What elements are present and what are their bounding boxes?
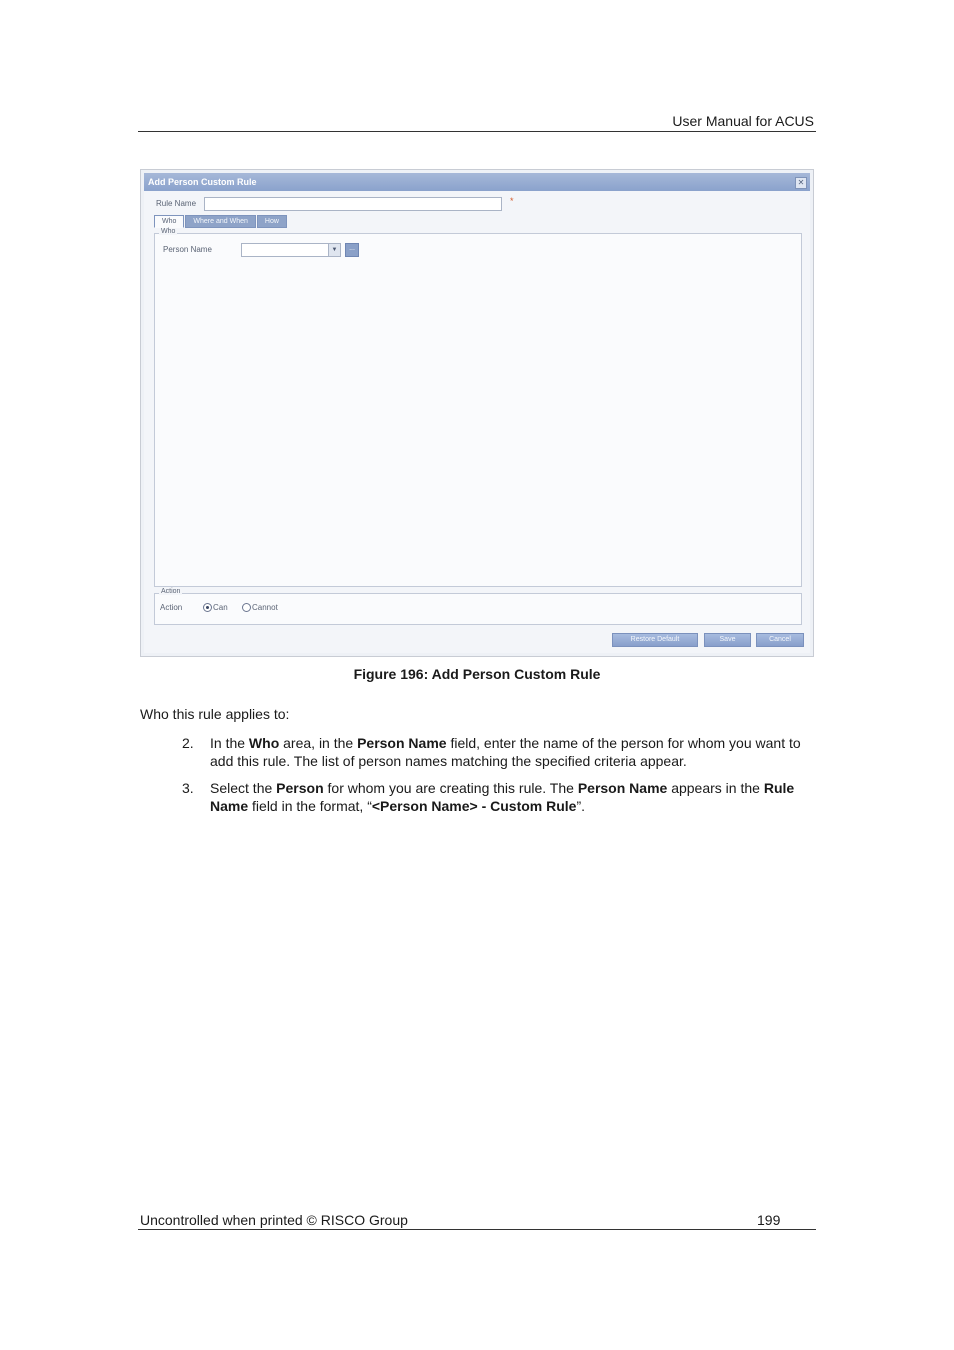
action-label: Action (160, 603, 183, 612)
page-number: 199 (757, 1212, 781, 1228)
tab-where-and-when[interactable]: Where and When (185, 215, 255, 228)
figure-caption: Figure 196: Add Person Custom Rule (353, 666, 601, 682)
header-title: User Manual for ACUS (672, 113, 814, 129)
intro-paragraph: Who this rule applies to: (140, 706, 290, 722)
step-text: In the Who area, in the Person Name field, enter the name of the person for whom you want to add this rule. The list of person names matching the specified criteria appear. (210, 735, 801, 769)
radio-can-label: Can (213, 603, 228, 612)
browse-person-button[interactable]: ... (345, 243, 359, 257)
radio-cannot-label: Cannot (252, 603, 278, 612)
tab-who[interactable]: Who (154, 215, 184, 228)
who-panel (154, 228, 802, 587)
chevron-down-icon[interactable]: ▼ (328, 244, 340, 256)
step-text: Select the Person for whom you are creating this rule. The Person Name appears in the Rule Name field in the format, “<Person Name> - Custom Rule”. (210, 780, 795, 814)
tab-bar (154, 215, 288, 228)
dialog-body (144, 191, 810, 653)
radio-can-icon[interactable] (203, 603, 212, 612)
action-panel (154, 588, 802, 625)
tab-how[interactable]: How (257, 215, 287, 228)
rule-name-input[interactable] (204, 197, 502, 211)
required-marker: * (510, 196, 514, 206)
step-number: 2. (182, 735, 194, 751)
header-divider (138, 131, 816, 132)
person-name-label: Person Name (163, 245, 212, 254)
footer-divider (138, 1229, 816, 1230)
action-legend: Action (161, 588, 181, 595)
cancel-button[interactable]: Cancel (756, 633, 804, 647)
dialog-screenshot (140, 169, 814, 657)
save-button[interactable]: Save (704, 633, 751, 647)
step-number: 3. (182, 780, 194, 796)
dialog-title: Add Person Custom Rule (148, 177, 257, 187)
radio-cannot-icon[interactable] (242, 603, 251, 612)
close-icon[interactable]: ✕ (795, 177, 807, 189)
rule-name-label: Rule Name (156, 199, 197, 208)
dialog-titlebar (144, 173, 810, 191)
who-legend: Who (161, 228, 176, 235)
footer-copyright: Uncontrolled when printed © RISCO Group (140, 1212, 408, 1228)
person-name-combo[interactable] (241, 243, 341, 257)
restore-default-button[interactable]: Restore Default (612, 633, 698, 647)
